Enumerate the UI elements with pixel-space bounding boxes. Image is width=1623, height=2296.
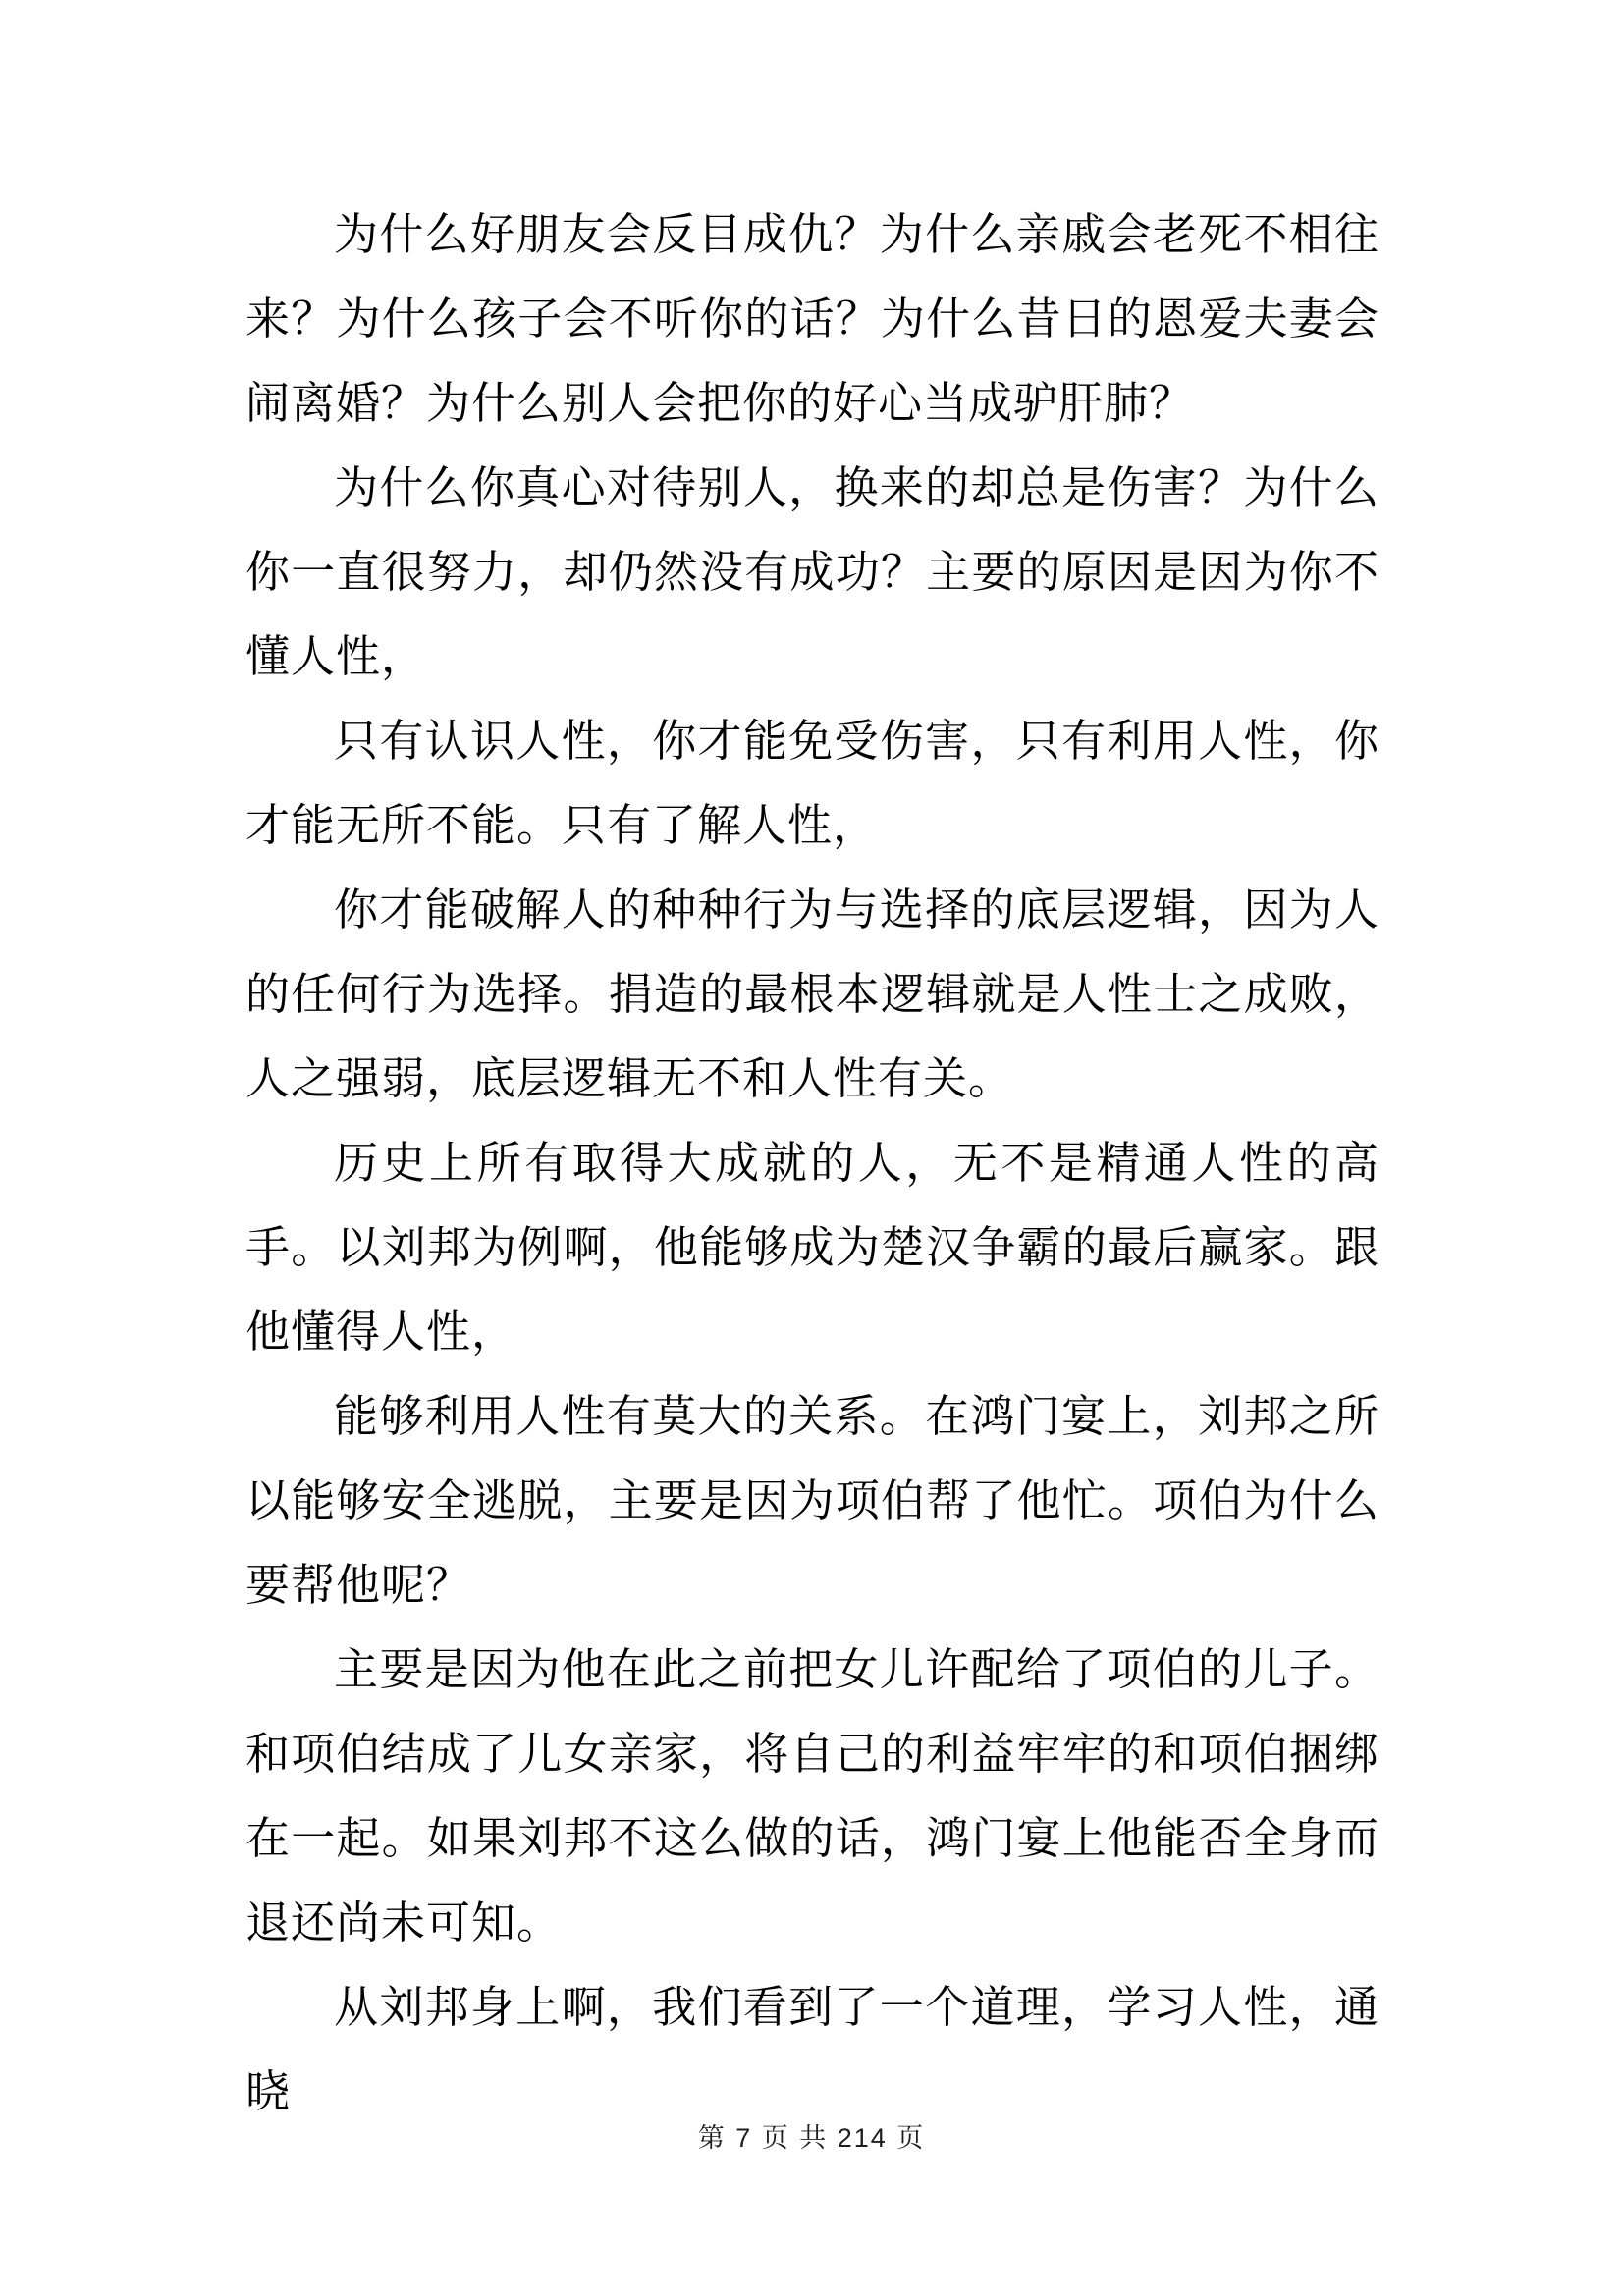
paragraph: 只有认识人性，你才能免受伤害，只有利用人性，你才能无所不能。只有了解人性， [245,716,1380,850]
page-footer [0,2118,1623,2158]
paragraph: 为什么好朋友会反目成仇？为什么亲戚会老死不相往来？为什么孩子会不听你的话？为什么昔日的恩爱夫妻会闹离婚？为什么别人会把你的好心当成驴肝肺？ [245,209,1380,428]
paragraph: 你才能破解人的种种行为与选择的底层逻辑，因为人的任何行为选择。捐造的最根本逻辑就是人性士之成败，人之强弱，底层逻辑无不和人性有关。 [245,884,1380,1103]
page-number-text: 第 7 页 共 214 页 [697,2123,926,2153]
paragraph: 从刘邦身上啊，我们看到了一个道理，学习人性，通晓 [245,1982,1380,2116]
paragraph: 为什么你真心对待别人，换来的却总是伤害？为什么你一直很努力，却仍然没有成功？主要的原因是因为你不懂人性， [245,462,1380,681]
paragraph: 主要是因为他在此之前把女儿许配给了项伯的儿子。和项伯结成了儿女亲家，将自己的利益牢牢的和项伯捆绑在一起。如果刘邦不这么做的话，鸿门宴上他能否全身而退还尚未可知。 [245,1644,1380,1948]
paragraph: 能够利用人性有莫大的关系。在鸿门宴上，刘邦之所以能够安全逃脱，主要是因为项伯帮了他忙。项伯为什么要帮他呢？ [245,1391,1380,1610]
paragraph: 历史上所有取得大成就的人，无不是精通人性的高手。以刘邦为例啊，他能够成为楚汉争霸的最后赢家。跟他懂得人性， [245,1138,1380,1357]
document-body [245,192,1380,2134]
